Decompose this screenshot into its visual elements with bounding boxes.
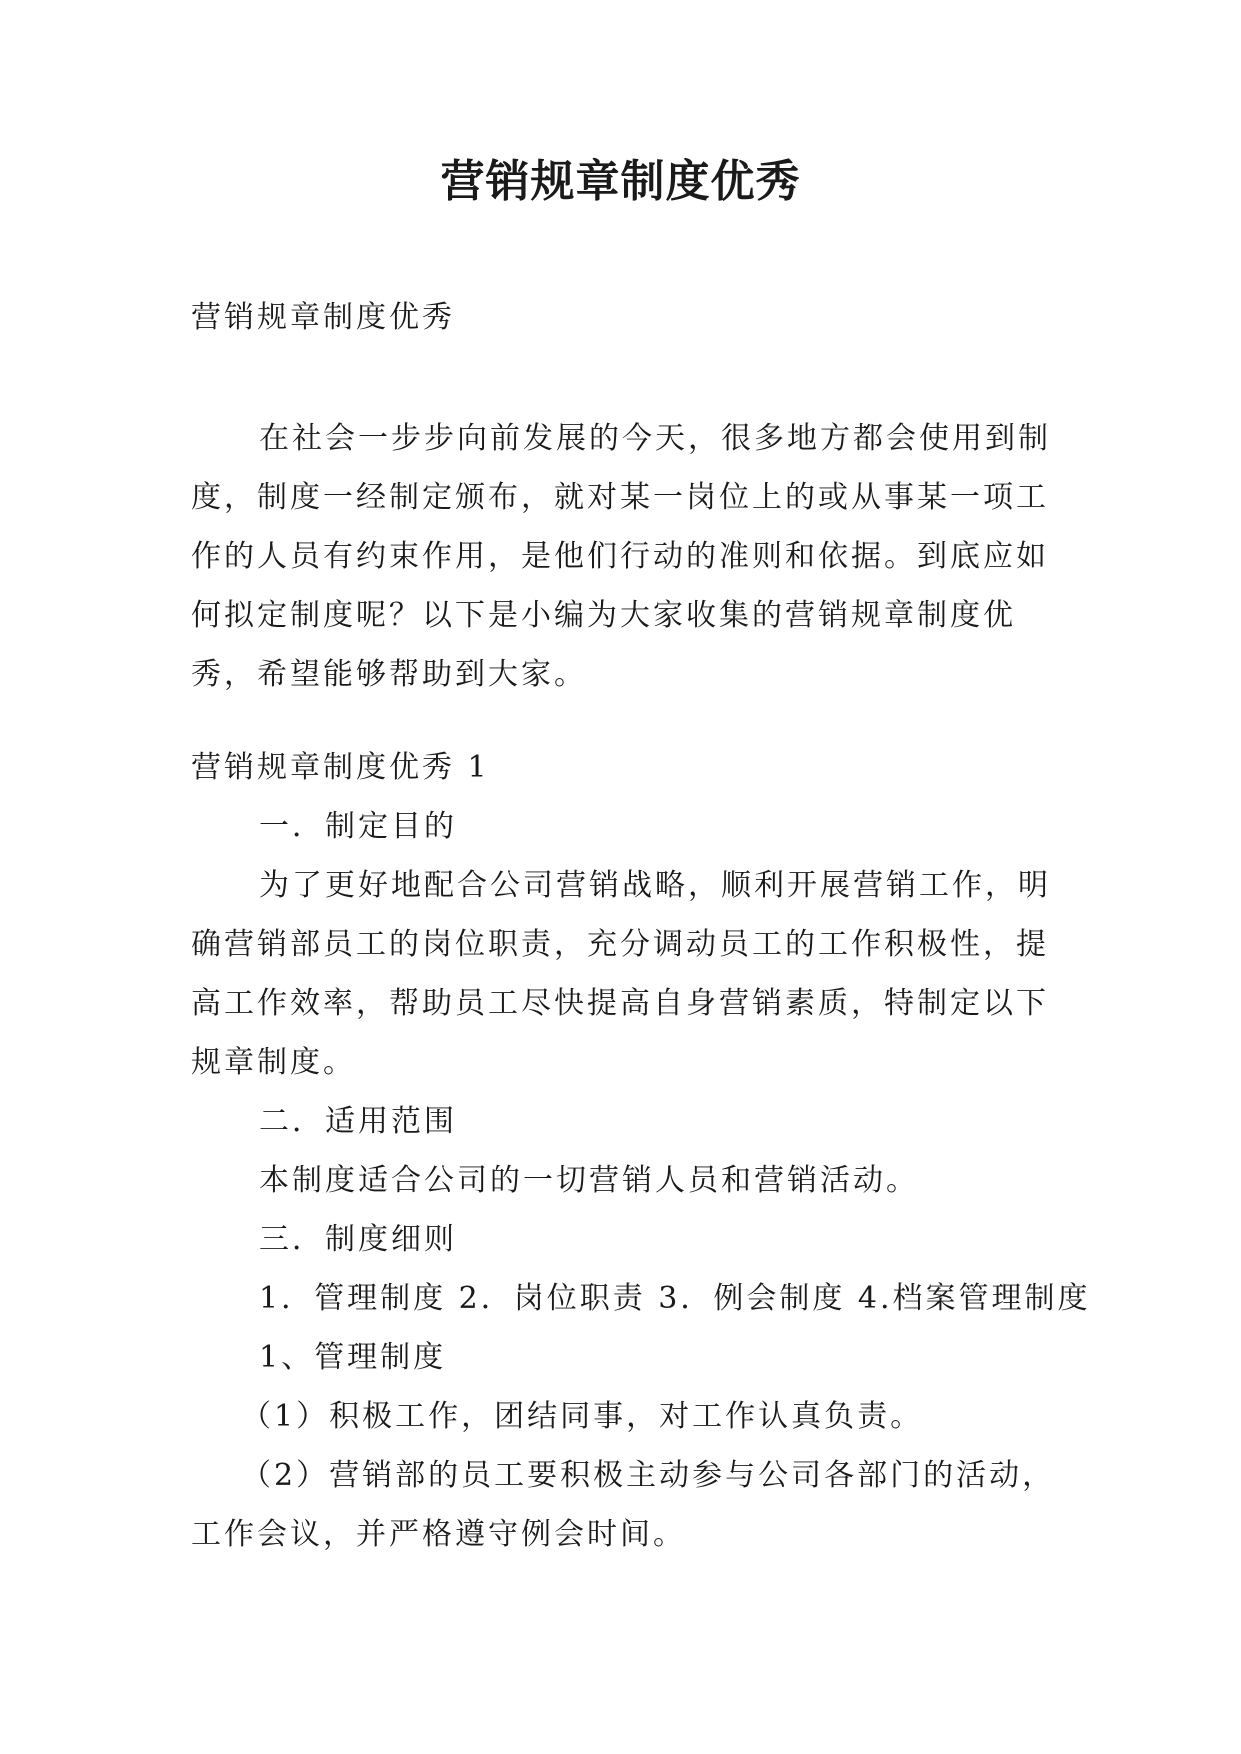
sub-heading-management: 1、管理制度 [259, 1340, 447, 1375]
purpose-line: 规章制度。 [191, 1045, 356, 1080]
intro-paragraph [191, 409, 1061, 704]
purpose-line: 高工作效率，帮助员工尽快提高自身营销素质，特制定以下 [191, 986, 1049, 1021]
purpose-line: 确营销部员工的岗位职责，充分调动员工的工作积极性，提 [191, 927, 1049, 962]
rules-list: 1．管理制度 2．岗位职责 3．例会制度 4.档案管理制度 [259, 1281, 1091, 1316]
intro-line: 在社会一步步向前发展的今天，很多地方都会使用到制 [259, 421, 1051, 456]
item-heading-purpose: 一．制定目的 [259, 809, 457, 844]
management-item-2 [191, 1446, 1061, 1564]
management-item-1: （1）积极工作，团结同事，对工作认真负责。 [241, 1399, 924, 1434]
document-subtitle: 营销规章制度优秀 [191, 300, 455, 335]
intro-line: 秀，希望能够帮助到大家。 [191, 657, 587, 692]
management-item-2-line: （2）营销部的员工要积极主动参与公司各部门的活动， [241, 1458, 1056, 1493]
intro-line: 作的人员有约束作用，是他们行动的准则和依据。到底应如 [191, 539, 1049, 574]
purpose-line: 为了更好地配合公司营销战略，顺利开展营销工作，明 [259, 868, 1051, 903]
document-body [191, 288, 1091, 1564]
scope-text: 本制度适合公司的一切营销人员和营销活动。 [259, 1163, 919, 1198]
management-item-2-line: 工作会议，并严格遵守例会时间。 [191, 1517, 686, 1552]
item-heading-scope: 二．适用范围 [259, 1104, 457, 1139]
section-title: 营销规章制度优秀 1 [191, 750, 490, 785]
purpose-paragraph [191, 856, 1061, 1092]
document-title: 营销规章制度优秀 [440, 156, 801, 207]
intro-line: 度，制度一经制定颁布，就对某一岗位上的或从事某一项工 [191, 480, 1049, 515]
intro-line: 何拟定制度呢？以下是小编为大家收集的营销规章制度优 [191, 598, 1016, 633]
item-heading-rules: 三．制度细则 [259, 1222, 457, 1257]
